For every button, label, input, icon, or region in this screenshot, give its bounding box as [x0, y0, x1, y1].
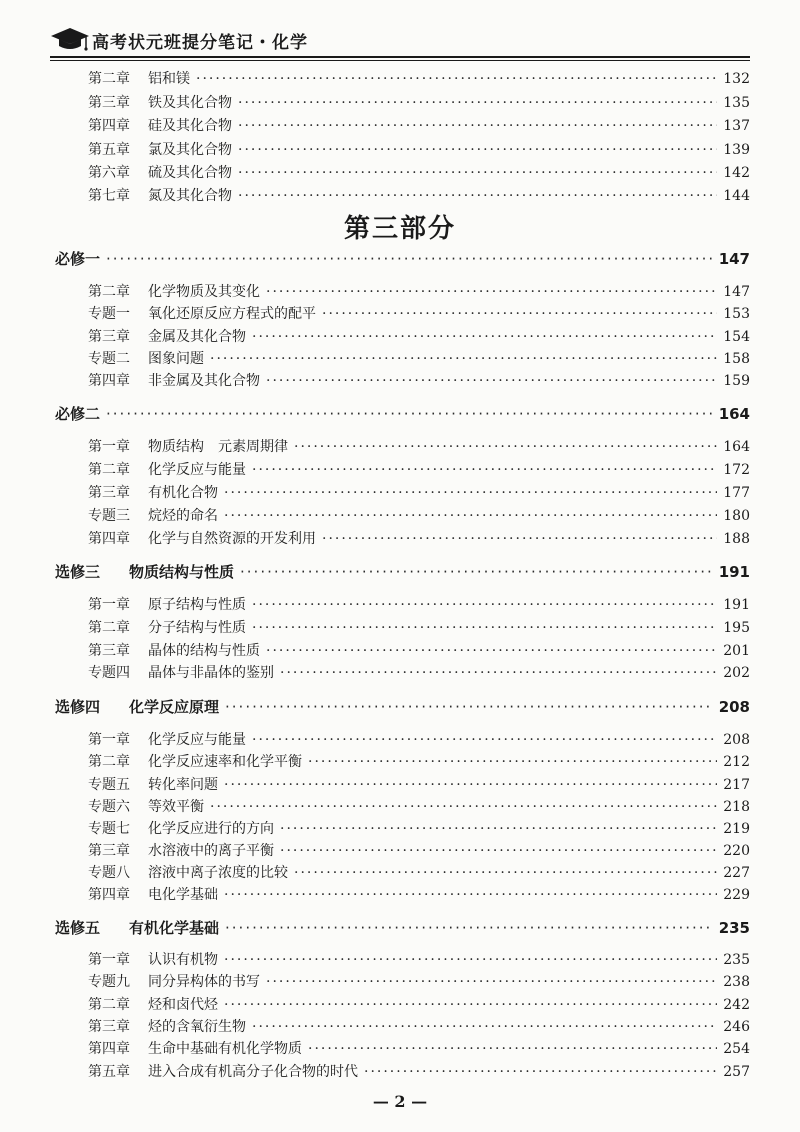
toc-entry-page: 217 — [723, 777, 750, 793]
toc-entry-page: 139 — [723, 142, 750, 158]
toc-entry-title: 氮及其化合物 — [148, 188, 232, 204]
toc-entry-page: 208 — [723, 732, 750, 748]
toc-entry-number: 第五章 — [88, 1064, 130, 1080]
dot-leader — [224, 949, 717, 971]
dot-leader — [225, 696, 713, 718]
toc-entry-number: 第四章 — [88, 373, 130, 389]
toc-entry-row — [88, 949, 750, 971]
toc-entry-title: 氯及其化合物 — [148, 142, 232, 158]
toc-entry-number: 专题三 — [88, 508, 130, 524]
toc-entry-number: 第一章 — [88, 952, 130, 968]
toc-entry-page: 172 — [723, 462, 750, 478]
toc-entry-title: 认识有机物 — [148, 952, 218, 968]
toc-entry-label — [88, 594, 246, 616]
toc-entry-label — [88, 862, 288, 884]
toc-entry-page: 158 — [723, 351, 750, 367]
toc-entry-label — [88, 92, 232, 114]
toc-entry-page: 142 — [723, 165, 750, 181]
toc-entry-label — [88, 640, 260, 662]
toc-entry-label — [88, 1038, 302, 1060]
toc-entry-row — [88, 92, 750, 114]
toc-entry-number: 选修三 — [55, 563, 101, 581]
toc-section-row — [55, 561, 750, 583]
toc-entry-number: 必修二 — [55, 405, 101, 423]
dot-leader — [252, 594, 717, 616]
dot-leader — [210, 796, 717, 818]
toc-entry-number: 第三章 — [88, 95, 130, 111]
toc-entry-number: 专题五 — [88, 777, 130, 793]
toc-entry-page: 137 — [723, 118, 750, 134]
toc-entry-row — [88, 796, 750, 818]
toc-entry-label — [55, 917, 219, 939]
dot-leader — [266, 370, 717, 392]
dot-leader — [252, 459, 717, 481]
toc-entry-label — [88, 505, 218, 527]
toc-entry-label — [88, 68, 190, 90]
toc-entry-number: 第二章 — [88, 462, 130, 478]
toc-section-row — [55, 248, 750, 270]
toc-entry-page: 246 — [723, 1019, 750, 1035]
toc-entry-number: 必修一 — [55, 250, 101, 268]
toc-entry-title: 烃和卤代烃 — [148, 997, 218, 1013]
toc-entry-label — [88, 139, 232, 161]
toc-entry-title: 铝和镁 — [148, 71, 190, 87]
toc-entry-row — [88, 971, 750, 993]
toc-entry-page: 144 — [723, 188, 750, 204]
toc-entry-label — [88, 528, 316, 550]
toc-entry-page: 191 — [723, 597, 750, 613]
toc-entry-row — [88, 115, 750, 137]
toc-entry-label — [55, 696, 219, 718]
toc-entry-number: 第二章 — [88, 997, 130, 1013]
toc-entry-row — [88, 818, 750, 840]
dot-leader — [294, 436, 717, 458]
toc-entry-title: 水溶液中的离子平衡 — [148, 843, 274, 859]
toc-entry-title: 化学反应原理 — [129, 698, 220, 716]
dot-leader — [224, 994, 717, 1016]
toc-entry-label — [88, 115, 232, 137]
dot-leader — [280, 662, 717, 684]
toc-entry-row — [88, 994, 750, 1016]
toc-entry-page: 208 — [718, 698, 750, 716]
dot-leader — [106, 403, 713, 425]
dot-leader — [308, 1038, 717, 1060]
toc-entry-row — [88, 862, 750, 884]
toc-entry-row — [88, 370, 750, 392]
toc-entry-title: 溶液中离子浓度的比较 — [148, 865, 288, 881]
toc-entry-title: 原子结构与性质 — [148, 597, 246, 613]
toc-entry-page: 238 — [723, 974, 750, 990]
toc-entry-row — [88, 348, 750, 370]
page-number: — 2 — — [372, 1092, 428, 1111]
toc-entry-label — [88, 662, 274, 684]
toc-entry-title: 生命中基础有机化学物质 — [148, 1041, 302, 1057]
toc-entry-label — [88, 729, 246, 751]
toc-entry-page: 218 — [723, 799, 750, 815]
toc-entry-title: 转化率问题 — [148, 777, 218, 793]
dot-leader — [238, 185, 717, 207]
dot-leader — [252, 326, 717, 348]
toc-entry-row — [88, 185, 750, 207]
toc-entry-number: 第六章 — [88, 165, 130, 181]
toc-entry-label — [88, 326, 246, 348]
toc-entry-label — [88, 994, 218, 1016]
toc-entry-row — [88, 1038, 750, 1060]
toc-entry-page: 235 — [723, 952, 750, 968]
toc-section-row — [55, 403, 750, 425]
dot-leader — [252, 729, 717, 751]
toc-entry-number: 第三章 — [88, 843, 130, 859]
dot-leader — [266, 640, 717, 662]
toc-entry-row — [88, 505, 750, 527]
toc-entry-title: 化学与自然资源的开发利用 — [148, 531, 316, 547]
toc-entry-number: 专题一 — [88, 306, 130, 322]
dot-leader — [224, 482, 717, 504]
toc-entry-page: 219 — [723, 821, 750, 837]
toc-entry-row — [88, 751, 750, 773]
toc-entry-row — [88, 459, 750, 481]
toc-entry-label — [88, 436, 288, 458]
toc-entry-label — [88, 796, 204, 818]
toc-entry-label — [55, 248, 100, 270]
toc-entry-number: 第一章 — [88, 439, 130, 455]
toc-entry-number: 专题六 — [88, 799, 130, 815]
dot-leader — [266, 971, 717, 993]
toc-entry-label — [88, 774, 218, 796]
toc-entry-title: 有机化学基础 — [129, 919, 220, 937]
toc-entry-row — [88, 281, 750, 303]
toc-entry-title: 非金属及其化合物 — [148, 373, 260, 389]
dot-leader — [240, 561, 713, 583]
toc-entry-page: 202 — [723, 665, 750, 681]
toc-entry-number: 选修四 — [55, 698, 101, 716]
toc-entry-label — [88, 348, 204, 370]
dot-leader — [224, 774, 717, 796]
toc-entry-page: 164 — [718, 405, 750, 423]
toc-entry-row — [88, 528, 750, 550]
toc-entry-row — [88, 840, 750, 862]
toc-entry-title: 铁及其化合物 — [148, 95, 232, 111]
toc-entry-number: 专题四 — [88, 665, 130, 681]
toc-entry-row — [88, 1061, 750, 1083]
dot-leader — [280, 818, 717, 840]
toc-entry-title: 物质结构 元素周期律 — [148, 439, 288, 455]
toc-entry-page: 254 — [723, 1041, 750, 1057]
toc-entry-label — [88, 303, 316, 325]
dot-leader — [294, 862, 717, 884]
toc-entry-page: 177 — [723, 485, 750, 501]
header-title: 高考状元班提分笔记・化学 — [92, 33, 308, 53]
toc-entry-page: 220 — [723, 843, 750, 859]
toc-entry-row — [88, 436, 750, 458]
toc-entry-page: 235 — [718, 919, 750, 937]
dot-leader — [252, 617, 717, 639]
toc-entry-page: 227 — [723, 865, 750, 881]
dot-leader — [364, 1061, 717, 1083]
toc-entry-number: 第四章 — [88, 887, 130, 903]
toc-entry-label — [88, 818, 274, 840]
toc-entry-row — [88, 303, 750, 325]
toc-entry-page: 242 — [723, 997, 750, 1013]
toc-entry-row — [88, 326, 750, 348]
toc-entry-page: 154 — [723, 329, 750, 345]
dot-leader — [106, 248, 713, 270]
toc-entry-title: 硫及其化合物 — [148, 165, 232, 181]
toc-entry-label — [88, 971, 260, 993]
toc-entry-row — [88, 1016, 750, 1038]
toc-entry-label — [88, 1061, 358, 1083]
toc-entry-page: 195 — [723, 620, 750, 636]
toc-entry-title: 烷烃的命名 — [148, 508, 218, 524]
toc-entry-number: 第二章 — [88, 754, 130, 770]
toc-entry-number: 专题九 — [88, 974, 130, 990]
toc-entry-label — [88, 162, 232, 184]
toc-entry-page: 229 — [723, 887, 750, 903]
toc-entry-number: 第三章 — [88, 1019, 130, 1035]
toc-entry-page: 201 — [723, 643, 750, 659]
toc-entry-label — [55, 561, 234, 583]
toc-entry-label — [88, 617, 246, 639]
toc-entry-row — [88, 617, 750, 639]
toc-entry-title: 化学反应与能量 — [148, 732, 246, 748]
toc-entry-title: 等效平衡 — [148, 799, 204, 815]
toc-entry-label — [88, 1016, 246, 1038]
dot-leader — [322, 528, 717, 550]
toc-entry-page: 135 — [723, 95, 750, 111]
toc-section-row — [55, 696, 750, 718]
toc-entry-label — [88, 370, 260, 392]
toc-entry-title: 电化学基础 — [148, 887, 218, 903]
toc-entry-label — [55, 403, 100, 425]
toc-entry-row — [88, 482, 750, 504]
toc-entry-page: 159 — [723, 373, 750, 389]
toc-entry-number: 第一章 — [88, 732, 130, 748]
toc-entry-number: 第二章 — [88, 620, 130, 636]
toc-entry-page: 153 — [723, 306, 750, 322]
toc-entry-number: 第三章 — [88, 329, 130, 345]
toc-entry-title: 化学反应与能量 — [148, 462, 246, 478]
toc-entry-page: 212 — [723, 754, 750, 770]
dot-leader — [196, 68, 717, 90]
dot-leader — [238, 115, 717, 137]
toc-entry-page: 132 — [723, 71, 750, 87]
toc-entry-title: 化学物质及其变化 — [148, 284, 260, 300]
dot-leader — [308, 751, 717, 773]
part-heading: 第三部分 — [343, 214, 456, 244]
toc-entry-title: 金属及其化合物 — [148, 329, 246, 345]
toc-entry-title: 氧化还原反应方程式的配平 — [148, 306, 316, 322]
toc-section-row — [55, 917, 750, 939]
toc-entry-number: 第五章 — [88, 142, 130, 158]
toc-entry-page: 257 — [723, 1064, 750, 1080]
toc-entry-title: 烃的含氧衍生物 — [148, 1019, 246, 1035]
toc-entry-row — [88, 139, 750, 161]
toc-entry-label — [88, 281, 260, 303]
toc-entry-number: 专题七 — [88, 821, 130, 837]
toc-entry-number: 第三章 — [88, 643, 130, 659]
dot-leader — [238, 139, 717, 161]
toc-entry-page: 164 — [723, 439, 750, 455]
toc-entry-label — [88, 840, 274, 862]
toc-entry-number: 第三章 — [88, 485, 130, 501]
toc-entry-label — [88, 949, 218, 971]
toc-entry-number: 第七章 — [88, 188, 130, 204]
toc-entry-title: 化学反应进行的方向 — [148, 821, 274, 837]
toc-entry-number: 选修五 — [55, 919, 101, 937]
toc-entry-number: 第二章 — [88, 284, 130, 300]
toc-entry-row — [88, 884, 750, 906]
toc-entry-page: 180 — [723, 508, 750, 524]
toc-entry-title: 图象问题 — [148, 351, 204, 367]
toc-entry-row — [88, 662, 750, 684]
toc-entry-row — [88, 640, 750, 662]
toc-entry-number: 第四章 — [88, 531, 130, 547]
dot-leader — [266, 281, 717, 303]
toc-entry-title: 进入合成有机高分子化合物的时代 — [148, 1064, 358, 1080]
toc-entry-label — [88, 482, 218, 504]
dot-leader — [224, 884, 717, 906]
toc-entry-title: 化学反应速率和化学平衡 — [148, 754, 302, 770]
toc-entry-number: 第二章 — [88, 71, 130, 87]
toc-entry-label — [88, 884, 218, 906]
toc-entry-label — [88, 751, 302, 773]
dot-leader — [238, 162, 717, 184]
dot-leader — [224, 505, 717, 527]
toc-entry-page: 191 — [718, 563, 750, 581]
toc-entry-title: 硅及其化合物 — [148, 118, 232, 134]
toc-entry-number: 专题八 — [88, 865, 130, 881]
dot-leader — [252, 1016, 717, 1038]
toc-entry-title: 物质结构与性质 — [129, 563, 235, 581]
dot-leader — [210, 348, 717, 370]
toc-entry-page: 147 — [718, 250, 750, 268]
toc-entry-title: 分子结构与性质 — [148, 620, 246, 636]
toc-entry-row — [88, 162, 750, 184]
toc-entry-row — [88, 729, 750, 751]
toc-entry-page: 147 — [723, 284, 750, 300]
toc-entry-title: 晶体的结构与性质 — [148, 643, 260, 659]
toc-entry-title: 有机化合物 — [148, 485, 218, 501]
toc-entry-row — [88, 68, 750, 90]
toc-entry-title: 晶体与非晶体的鉴别 — [148, 665, 274, 681]
toc-entry-number: 第四章 — [88, 118, 130, 134]
toc-entry-number: 专题二 — [88, 351, 130, 367]
toc-entry-row — [88, 594, 750, 616]
dot-leader — [225, 917, 713, 939]
dot-leader — [322, 303, 717, 325]
toc-entry-row — [88, 774, 750, 796]
toc-entry-page: 188 — [723, 531, 750, 547]
dot-leader — [238, 92, 717, 114]
dot-leader — [280, 840, 717, 862]
toc-entry-number: 第四章 — [88, 1041, 130, 1057]
toc-entry-title: 同分异构体的书写 — [148, 974, 260, 990]
toc-entry-number: 第一章 — [88, 597, 130, 613]
toc-entry-label — [88, 459, 246, 481]
toc-entry-label — [88, 185, 232, 207]
